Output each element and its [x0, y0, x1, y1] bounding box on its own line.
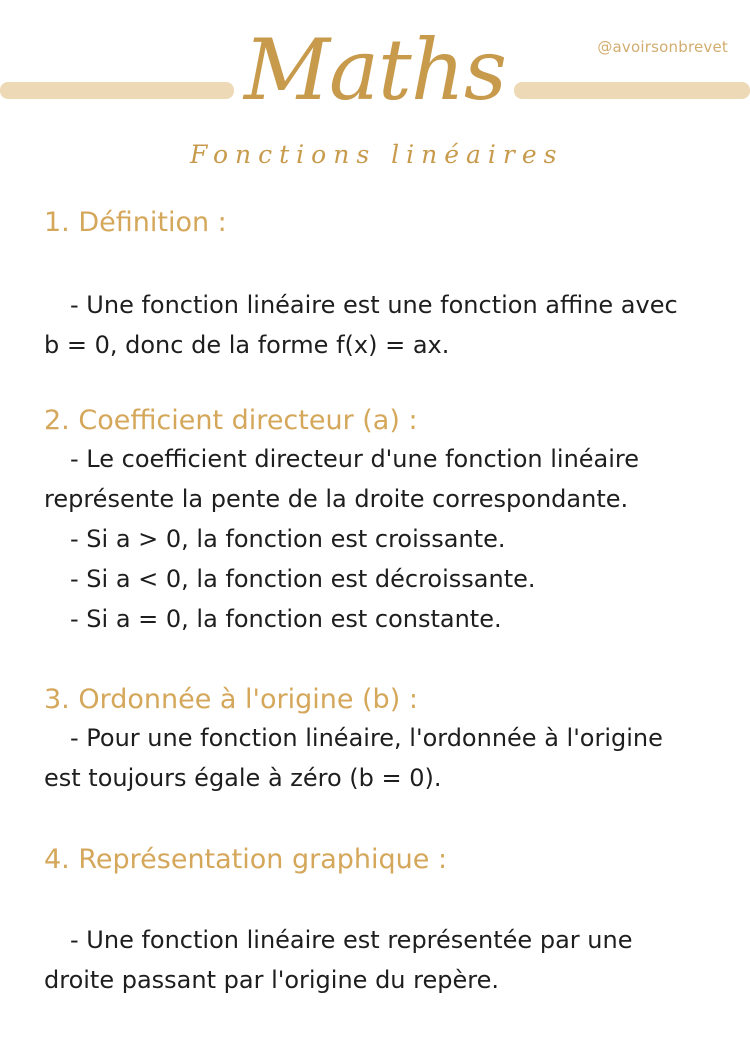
- section-line: b = 0, donc de la forme f(x) = ax.: [44, 331, 450, 359]
- section-heading: 2. Coefficient directeur (a) :: [44, 405, 418, 436]
- section-line: - Si a = 0, la fonction est constante.: [70, 605, 502, 633]
- section-definition: [44, 205, 714, 365]
- page-subtitle: Fonctions linéaires: [190, 140, 564, 169]
- section-line: - Une fonction linéaire est représentée par une: [70, 926, 633, 954]
- page-title: Maths: [243, 21, 507, 119]
- section-line: est toujours égale à zéro (b = 0).: [44, 764, 442, 792]
- section-ordonnee: [44, 682, 714, 798]
- section-line: - Le coefficient directeur d'une fonction linéaire: [70, 445, 640, 473]
- section-line: droite passant par l'origine du repère.: [44, 966, 499, 994]
- section-heading: 1. Définition :: [44, 207, 227, 238]
- section-line: représente la pente de la droite correspondante.: [44, 485, 629, 513]
- section-line: - Si a < 0, la fonction est décroissante.: [70, 565, 536, 593]
- section-representation: [44, 842, 714, 1000]
- section-heading: 3. Ordonnée à l'origine (b) :: [44, 684, 418, 715]
- decorative-rule-right: [514, 82, 750, 99]
- decorative-rule-left: [0, 82, 234, 99]
- section-line: - Pour une fonction linéaire, l'ordonnée à l'origine: [70, 724, 663, 752]
- author-handle: @avoirsonbrevet: [597, 38, 728, 56]
- section-line: - Une fonction linéaire est une fonction affine avec: [70, 291, 678, 319]
- section-heading: 4. Représentation graphique :: [44, 844, 448, 875]
- section-line: - Si a > 0, la fonction est croissante.: [70, 525, 506, 553]
- section-coefficient: [44, 403, 714, 639]
